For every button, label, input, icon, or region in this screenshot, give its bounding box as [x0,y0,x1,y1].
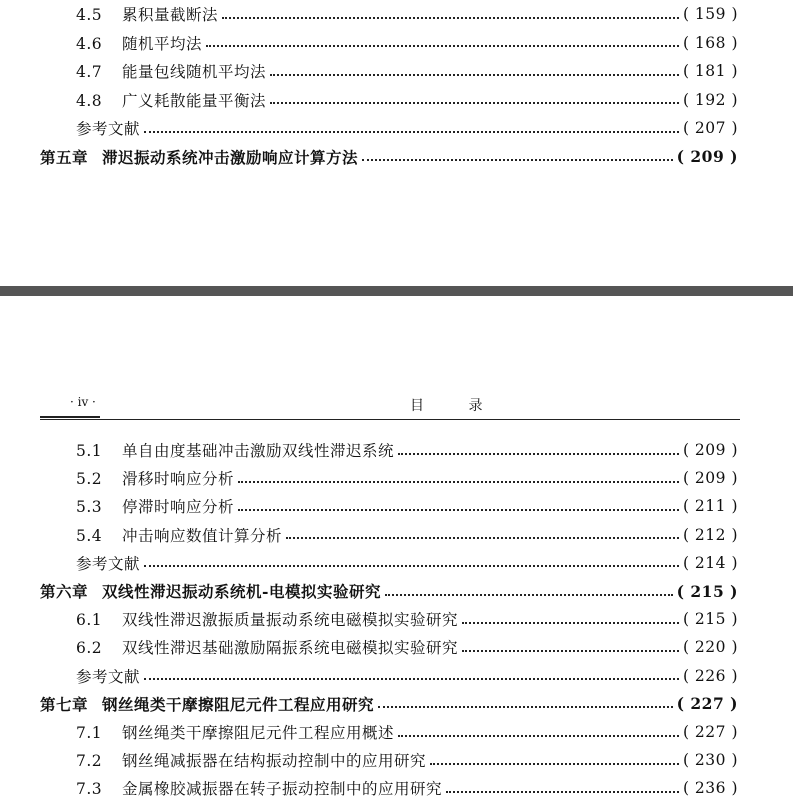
toc-entry-page: ( 220 ) [682,638,738,657]
dot-leader [222,16,679,19]
dot-leader [362,158,673,161]
toc-entry-page: ( 168 ) [682,33,738,52]
toc-reference-entry[interactable] [0,114,793,142]
toc-entry-title [40,146,358,168]
toc-entry-title [76,60,266,82]
dot-leader [378,705,673,708]
toc-entry-number: 4.6 [76,34,103,53]
toc-section-entry[interactable] [0,57,793,85]
toc-entry-text: 参考文献 [76,554,141,573]
toc-entry-page: ( 209 ) [682,469,738,488]
toc-entry-number: 5.1 [76,442,103,460]
toc-entry-text: 双线性滞迟基础激励隔振系统电磁模拟实验研究 [122,639,459,658]
dot-leader [144,564,679,567]
toc-entry-title [76,777,442,799]
toc-chapter-entry[interactable] [0,143,793,171]
toc-entry-page: ( 215 ) [682,610,738,629]
toc-entry-title [76,89,266,111]
toc-entry-page: ( 227 ) [682,723,738,741]
toc-entry-number: 5.4 [76,526,103,545]
toc-entry-page: ( 236 ) [682,779,738,798]
dot-leader [144,677,679,680]
toc-entry-number: 7.2 [76,752,103,771]
toc-section-entry[interactable] [0,774,793,802]
toc-entry-text: 双线性滞迟振动系统机-电模拟实验研究 [102,582,381,601]
toc-section-entry[interactable] [0,718,793,746]
toc-entry-number: 5.2 [76,470,103,489]
toc-entry-text: 钢丝绳类干摩擦阻尼元件工程应用概述 [122,724,395,742]
dot-leader [398,452,679,455]
toc-section-entry[interactable] [0,492,793,520]
toc-entry-number: 7.1 [76,724,103,742]
page-folio: · iv · [70,395,96,409]
dot-leader [144,130,679,133]
toc-entry-title [76,3,218,25]
dot-leader [270,101,679,104]
toc-entry-number: 4.5 [76,6,103,24]
toc-entry-title [76,524,282,546]
toc-section-entry[interactable] [0,0,793,28]
toc-entry-title [76,32,202,54]
toc-chapter-label: 第五章 [40,147,89,167]
dot-leader [446,790,679,793]
toc-entry-page: ( 207 ) [682,119,738,137]
header-rule [40,419,740,420]
toc-section-entry[interactable] [0,436,793,464]
toc-entry-text: 停滞时响应分析 [122,498,235,517]
toc-entry-title [76,495,234,517]
toc-entry-page: ( 211 ) [682,497,738,516]
toc-entry-text: 能量包线随机平均法 [122,63,267,81]
toc-section-entry[interactable] [0,464,793,492]
toc-entry-title [76,439,394,461]
toc-entry-text: 滑移时响应分析 [122,470,235,489]
toc-entry-number: 6.1 [76,611,103,630]
dot-leader [286,536,679,539]
toc-entry-title [76,467,234,489]
toc-entry-text: 参考文献 [76,120,141,138]
toc-entry-title [40,580,381,602]
toc-entry-title [76,665,140,687]
dot-leader [238,480,679,483]
toc-reference-entry[interactable] [0,662,793,690]
toc-entry-text: 双线性滞迟激振质量振动系统电磁模拟实验研究 [122,611,459,630]
dot-leader [270,73,679,76]
toc-entry-page: ( 192 ) [682,90,738,109]
dot-leader [462,649,679,652]
dot-leader [398,734,679,737]
toc-section-entry[interactable] [0,746,793,774]
toc-section-entry[interactable] [0,29,793,57]
toc-entry-number: 6.2 [76,639,103,658]
toc-entry-page: ( 209 ) [682,441,738,459]
toc-entry-page: ( 159 ) [682,5,738,23]
toc-entry-title [76,117,140,139]
dot-leader [206,44,679,47]
toc-entry-page: ( 215 ) [676,581,738,601]
toc-entry-text: 金属橡胶减振器在转子振动控制中的应用研究 [122,780,443,799]
toc-entry-text: 钢丝绳类干摩擦阻尼元件工程应用研究 [102,694,375,714]
toc-entry-title [40,693,374,715]
toc-entry-page: ( 230 ) [682,751,738,770]
toc-entry-text: 随机平均法 [122,34,203,53]
toc-entry-text: 冲击响应数值计算分析 [122,526,283,545]
running-header-title: 目 录 [410,398,503,414]
toc-entry-number: 4.8 [76,91,103,110]
toc-entry-number: 7.3 [76,780,103,799]
toc-chapter-entry[interactable] [0,690,793,718]
toc-section-entry[interactable] [0,86,793,114]
toc-entry-text: 钢丝绳减振器在结构振动控制中的应用研究 [122,752,427,771]
toc-entry-text: 单自由度基础冲击激励双线性滞迟系统 [122,442,395,460]
toc-entry-title [76,749,426,771]
toc-entry-text: 广义耗散能量平衡法 [122,91,267,110]
toc-entry-page: ( 226 ) [682,666,738,685]
toc-entry-page: ( 212 ) [682,525,738,544]
toc-entry-title [76,552,140,574]
toc-entry-page: ( 214 ) [682,553,738,572]
toc-section-entry[interactable] [0,605,793,633]
toc-reference-entry[interactable] [0,549,793,577]
toc-entry-title [76,636,458,658]
header-rule-short [40,416,100,418]
toc-entry-text: 参考文献 [76,667,141,686]
toc-entry-text: 滞迟振动系统冲击激励响应计算方法 [102,147,359,167]
running-header [40,395,739,421]
toc-entry-text: 累积量截断法 [122,6,219,24]
toc-entry-page: ( 181 ) [682,62,738,80]
toc-chapter-label: 第六章 [40,582,89,601]
toc-entry-title [76,608,458,630]
toc-section-entry[interactable] [0,633,793,661]
dot-leader [385,593,673,596]
dot-leader [238,508,679,511]
toc-chapter-entry[interactable] [0,577,793,605]
toc-entry-number: 5.3 [76,498,103,517]
toc-entry-number: 4.7 [76,63,103,81]
page-divider [0,286,793,296]
toc-chapter-label: 第七章 [40,694,89,714]
toc-entry-page: ( 209 ) [676,147,738,166]
toc-section-entry[interactable] [0,521,793,549]
toc-entry-page: ( 227 ) [676,694,738,714]
dot-leader [462,621,679,624]
dot-leader [430,762,679,765]
toc-entry-title [76,721,394,743]
